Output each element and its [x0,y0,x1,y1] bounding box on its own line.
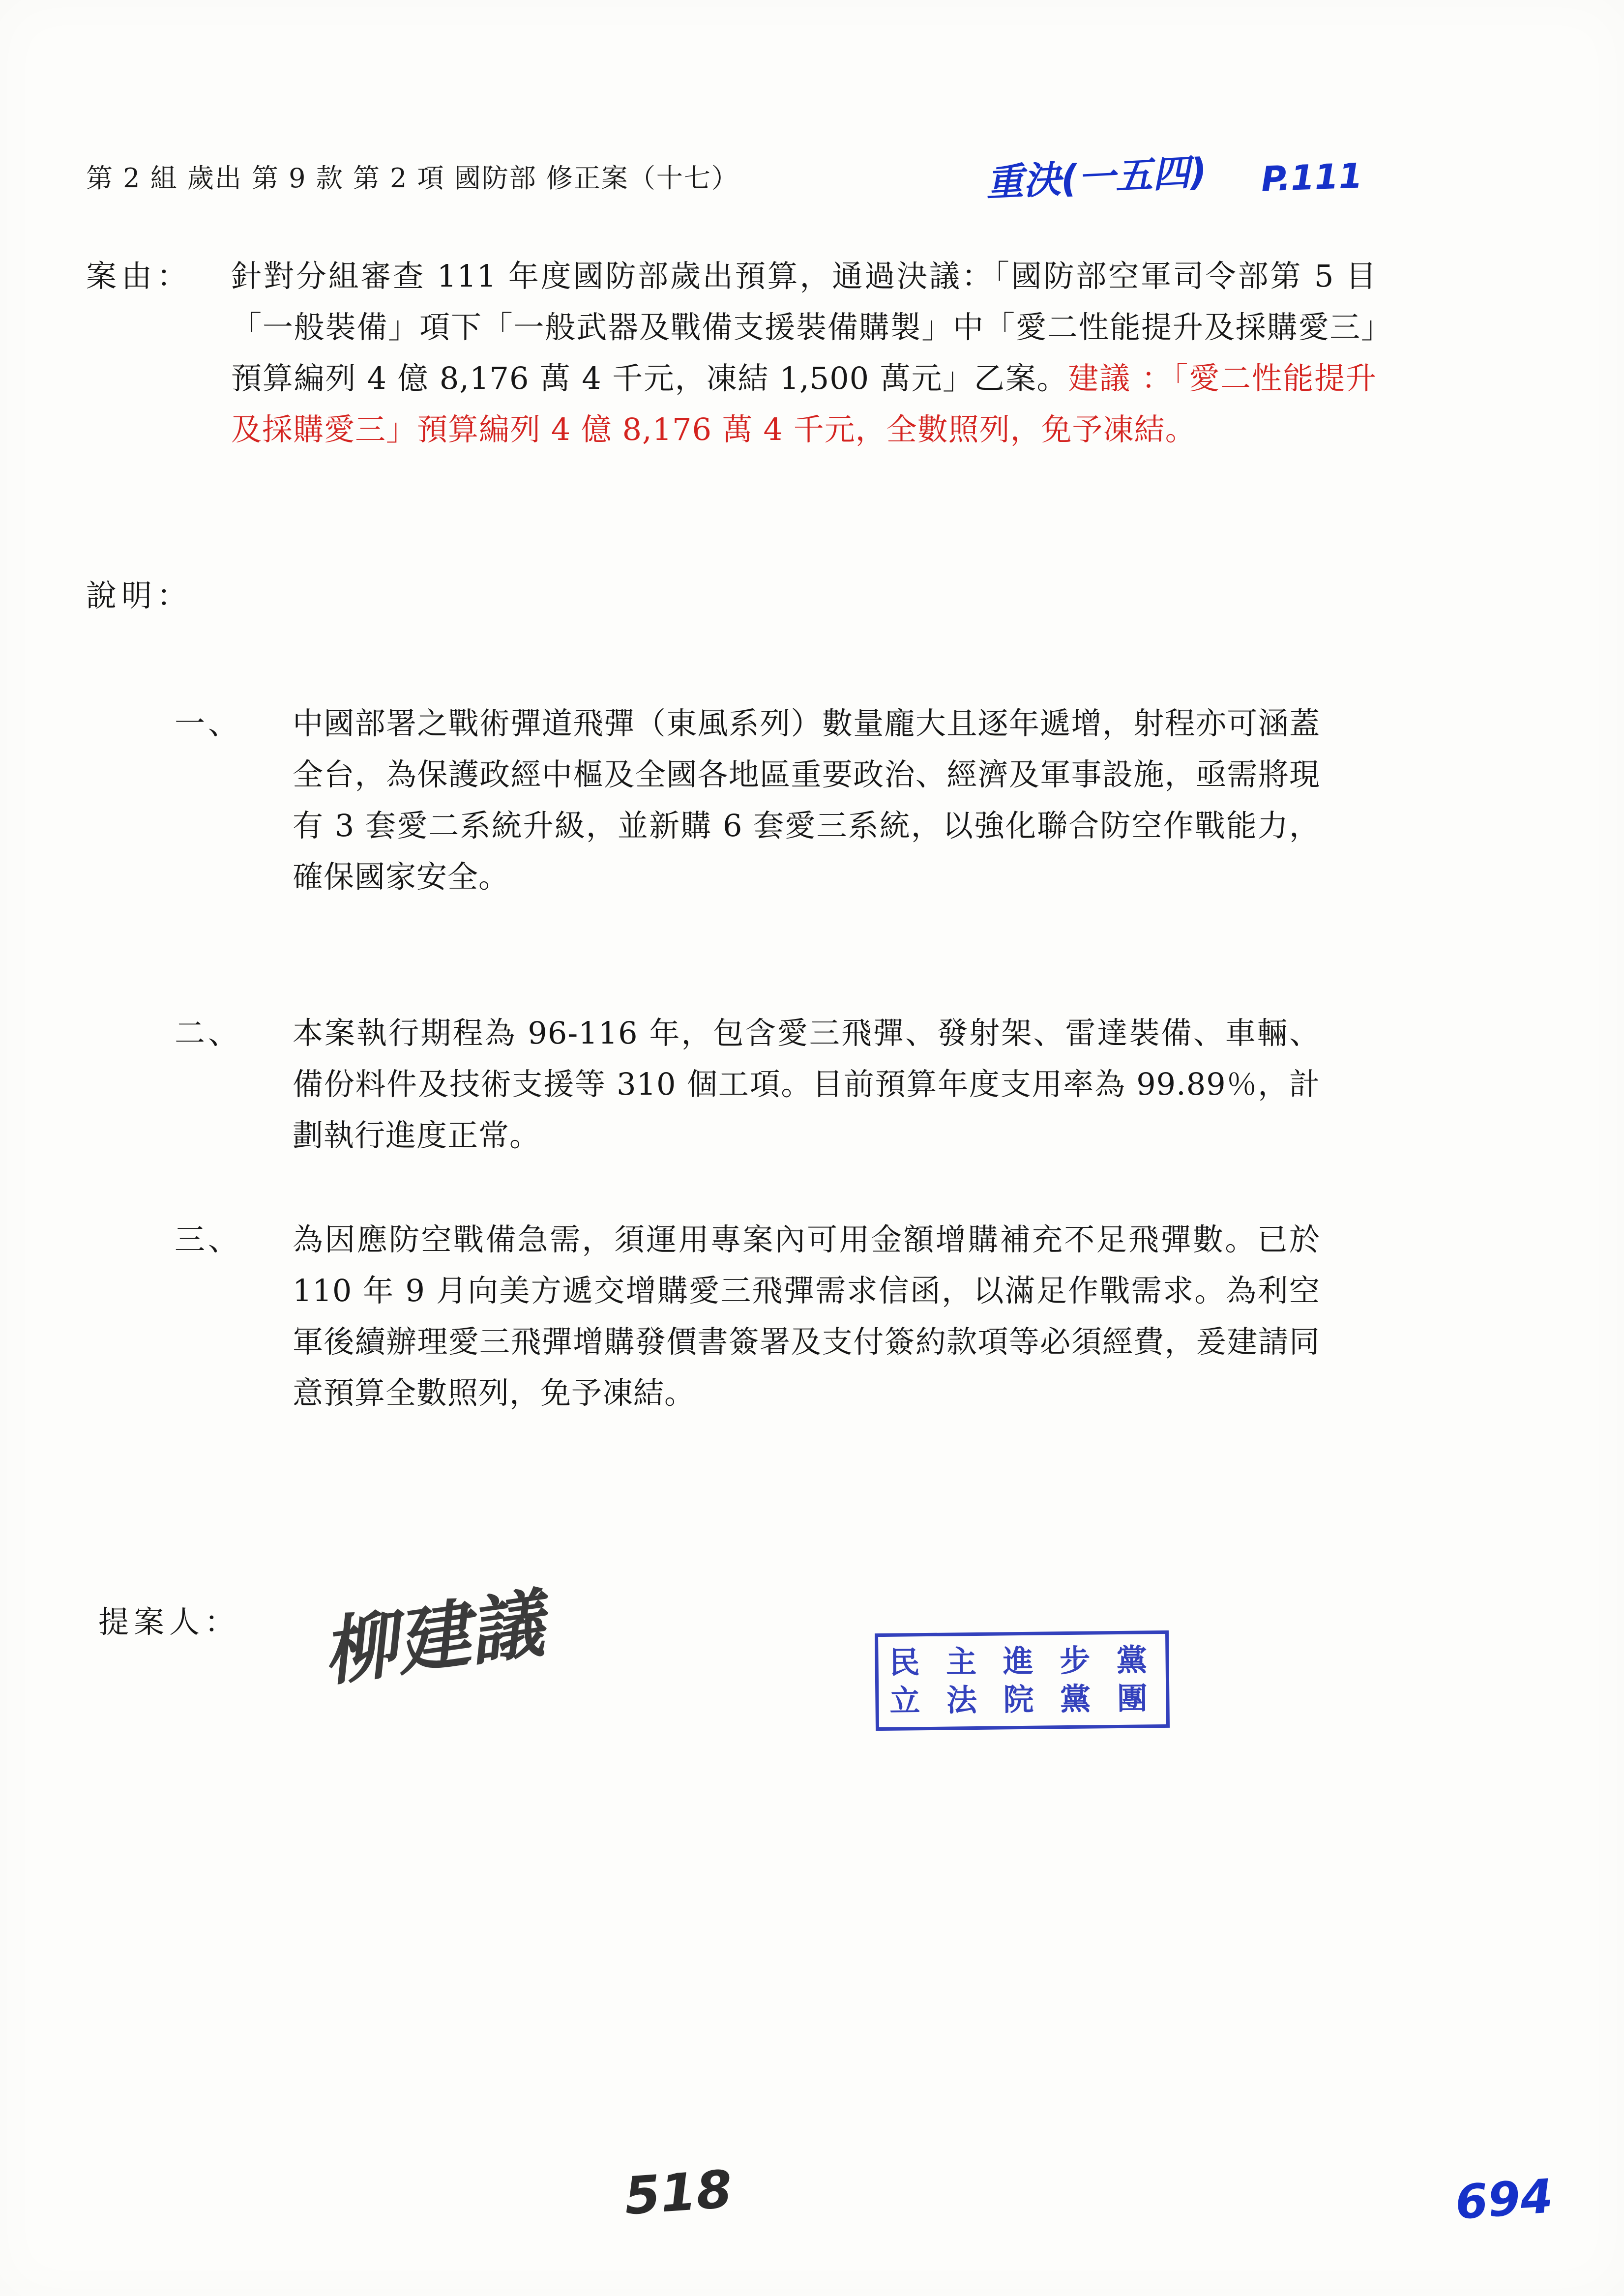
explanation-item-number: 二、 [175,1015,242,1051]
explanation-item-text: 為因應防空戰備急需，須運用專案內可用金額增購補充不足飛彈數。已於 110 年 9 月向美方遞交增購愛三飛彈需求信函，以滿足作戰需求。為利空軍後續辦理愛三飛彈增購發價書簽署及支付簽約款項等必須經費，爰建請同意預算全數照列，免予凍結。 [293,1221,1320,1411]
document-header: 第 2 組 歲出 第 9 款 第 2 項 國防部 修正案（十七） [86,163,739,194]
proposer-signature: 柳建議 [317,1581,549,1697]
explanation-item-text: 中國部署之戰術彈道飛彈（東風系列）數量龐大且逐年遞增，射程亦可涵蓋全台，為保護政經中樞及全國各地區重要政治、經濟及軍事設施，亟需將現有 3 套愛二系統升級，並新購 6 套愛三系統，以強化聯合防空作戰能力，確保國家安全。 [293,705,1320,895]
handwritten-annotation-page-ref: P.111 [1260,155,1363,200]
explanation-item [175,1214,1320,1419]
handwritten-annotation-decision-number: 重決(一五四) [985,149,1208,205]
case-reason-label: 案由： [86,258,193,294]
case-reason-text-recommendation: 建議 ：「愛二性能提升及採購愛三」預算編列 4 億 8,176 萬 4 千元，全數照列，免予凍結。 [231,360,1377,447]
case-reason-body [231,251,1377,455]
stamp-line-party: 民 主 進 步 黨 [889,1642,1155,1681]
proposer-label: 提案人： [98,1604,240,1640]
explanation-item [175,1008,1320,1161]
explanation-label: 說明： [86,578,193,613]
explanation-item [175,698,1320,902]
page-number-right: 694 [1453,2169,1555,2230]
explanation-item-number: 三、 [175,1221,242,1257]
page-number-center: 518 [622,2159,735,2227]
stamp-line-caucus: 立 法 院 黨 團 [889,1680,1156,1719]
explanation-item-number: 一、 [175,705,242,741]
explanation-item-text: 本案執行期程為 96-116 年，包含愛三飛彈、發射架、雷達裝備、車輛、備份料件及技術支援等 310 個工項。目前預算年度支用率為 99.89％，計劃執行進度正常。 [293,1015,1320,1153]
case-reason-text-black: 針對分組審查 111 年度國防部歲出預算，通過決議：「國防部空軍司令部第 5 目「一般裝備」項下「一般武器及戰備支援裝備購製」中「愛二性能提升及採購愛三」預算編列 4 億 8,176 萬 4 千元，凍結 1,500 萬元」乙案。 [231,258,1377,396]
party-caucus-stamp [875,1630,1170,1731]
